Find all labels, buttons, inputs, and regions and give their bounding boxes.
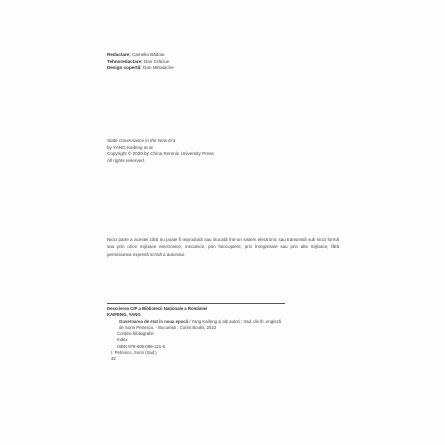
copyright-notice: Copyright © 2020 by China Renmin University Press [107,151,214,157]
legal-notice-text: Nicio parte a acestei cărți nu poate fi reprodusă sau stocată într-un sistem electronic sau transmisă sub nicio formă sau prin orice mijloace electronice, mecanice, prin fotocopiere, prin înregistrare sau prin alte mijloace, fără permisiunea expresă scrisă a autorului. [107,237,339,257]
layout-name: Dan Crăciun [143,58,170,64]
cover-name: Dan Mihalache [143,65,174,71]
original-title: State Governance in the New Era [107,138,176,143]
cip-isbn: ISBN 978-606-088-121-6 [117,343,166,349]
cip-record [107,306,285,363]
layout-label: Tehnoredactare: [107,58,143,64]
cip-title-bold: Guvernarea de stat în noua epocă [119,318,189,324]
cip-author-entry: KAIFENG, YANG [107,312,141,318]
credits-block [107,52,174,72]
rights-reserved: All rights reserved. [107,157,146,163]
cover-credit [107,65,174,72]
legal-notice-block [107,236,339,258]
cip-note-bibliography: Conține bibliografie [117,331,154,337]
cip-title-entry [107,319,285,332]
editor-credit [107,52,174,59]
layout-credit [107,59,174,66]
cip-contributor: I. Petrescu, Sorin (trad.) [111,350,157,356]
editor-name: Camelia Bădoiu [132,52,165,57]
cip-heading: Descrierea CIP a Bibliotecii Naționale a României [107,306,208,311]
cip-note-index: Index [117,337,128,343]
cip-udc: 32 [111,356,116,362]
cover-label: Design copertă: [107,65,142,71]
original-author: by YANG Kaifeng et al. [107,144,154,150]
cip-title-rest: / Yang Kaifeng și alți autori ; trad. din lb. engleză de Sorin Petrescu. - București : Corint Books, 2022 [119,318,282,330]
cip-divider [107,303,285,304]
copyright-block [107,138,214,164]
editor-label: Redactare: [107,52,131,57]
